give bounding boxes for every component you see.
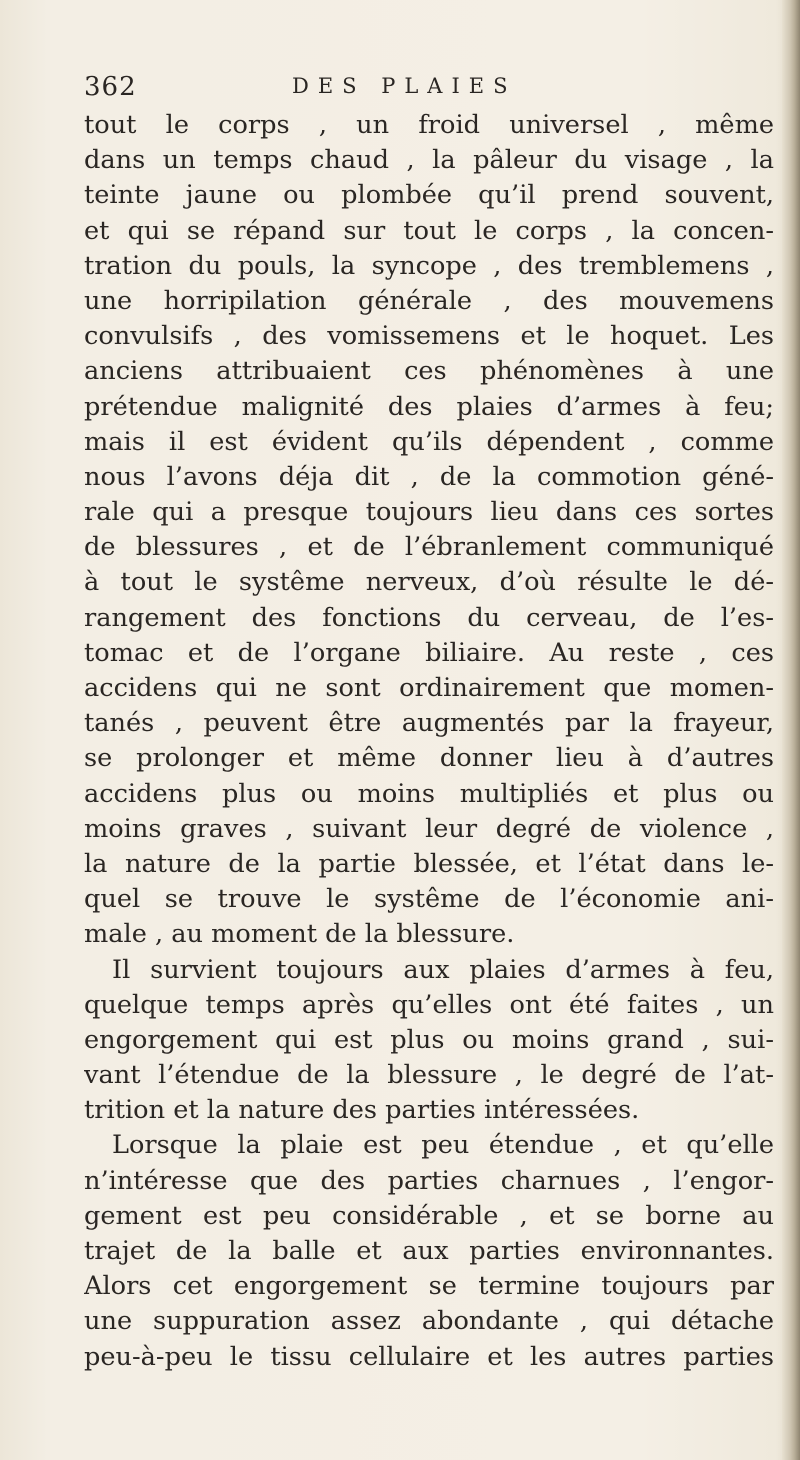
text-line: anciens attribuaient ces phénomènes à une bbox=[84, 356, 774, 387]
text-line: teinte jaune ou plombée qu’il prend souvent, bbox=[84, 180, 774, 211]
text-line: trition et la nature des parties intéressées. bbox=[84, 1095, 640, 1126]
text-line: tration du pouls, la syncope , des tremblemens , bbox=[84, 250, 774, 281]
text-line: la nature de la partie blessée, et l’état dans le- bbox=[84, 848, 774, 879]
text-line: tout le corps , un froid universel , même bbox=[84, 110, 774, 140]
text-line: quelque temps après qu’elles ont été faites , un bbox=[84, 989, 774, 1020]
page-edge-shadow bbox=[782, 0, 800, 1460]
text-line: tomac et de l’organe biliaire. Au reste , ces bbox=[84, 637, 774, 668]
text-line: une horripilation générale , des mouvemens bbox=[84, 285, 774, 316]
text-line: accidens plus ou moins multipliés et plus ou bbox=[84, 778, 774, 809]
page-header bbox=[84, 72, 724, 108]
body-text bbox=[84, 108, 774, 1375]
text-line: engorgement qui est plus ou moins grand , sui- bbox=[84, 1024, 774, 1055]
text-line: dans un temps chaud , la pâleur du visage , la bbox=[84, 145, 774, 176]
text-line: tanés , peuvent être augmentés par la frayeur, bbox=[84, 708, 774, 739]
text-line: accidens qui ne sont ordinairement que momen- bbox=[84, 673, 774, 703]
text-line: une suppuration assez abondante , qui détache bbox=[84, 1306, 774, 1337]
text-line: rangement des fonctions du cerveau, de l’es- bbox=[84, 602, 774, 633]
text-line: quel se trouve le systême de l’économie ani- bbox=[84, 884, 774, 915]
text-line: Lorsque la plaie est peu étendue , et qu’elle bbox=[112, 1130, 774, 1161]
text-line: trajet de la balle et aux parties environnantes. bbox=[84, 1236, 774, 1266]
text-line: mais il est évident qu’ils dépendent , comme bbox=[84, 426, 774, 457]
text-line: male , au moment de la blessure. bbox=[84, 919, 515, 950]
text-line: gement est peu considérable , et se borne au bbox=[84, 1200, 774, 1231]
text-line: n’intéresse que des parties charnues , l’engor- bbox=[84, 1165, 774, 1196]
text-line: vant l’étendue de la blessure , le degré de l’at- bbox=[84, 1060, 774, 1091]
text-line: Il survient toujours aux plaies d’armes à feu, bbox=[112, 954, 774, 985]
text-line: rale qui a presque toujours lieu dans ces sortes bbox=[84, 497, 774, 528]
text-line: de blessures , et de l’ébranlement communiqué bbox=[84, 532, 774, 563]
text-line: et qui se répand sur tout le corps , la concen- bbox=[84, 215, 774, 246]
text-line: prétendue malignité des plaies d’armes à feu; bbox=[84, 391, 774, 422]
text-line: moins graves , suivant leur degré de violence , bbox=[84, 813, 774, 844]
text-line: peu-à-peu le tissu cellulaire et les autres parties bbox=[84, 1341, 774, 1372]
text-line: se prolonger et même donner lieu à d’autres bbox=[84, 743, 774, 774]
text-line: nous l’avons déja dit , de la commotion géné- bbox=[84, 461, 774, 492]
running-head: DES PLAIES bbox=[292, 74, 517, 98]
text-line: Alors cet engorgement se termine toujours par bbox=[84, 1271, 774, 1302]
text-line: à tout le systême nerveux, d’où résulte le dé- bbox=[84, 567, 774, 598]
text-line: convulsifs , des vomissemens et le hoquet. Les bbox=[84, 321, 774, 352]
page-number: 362 bbox=[84, 72, 137, 102]
